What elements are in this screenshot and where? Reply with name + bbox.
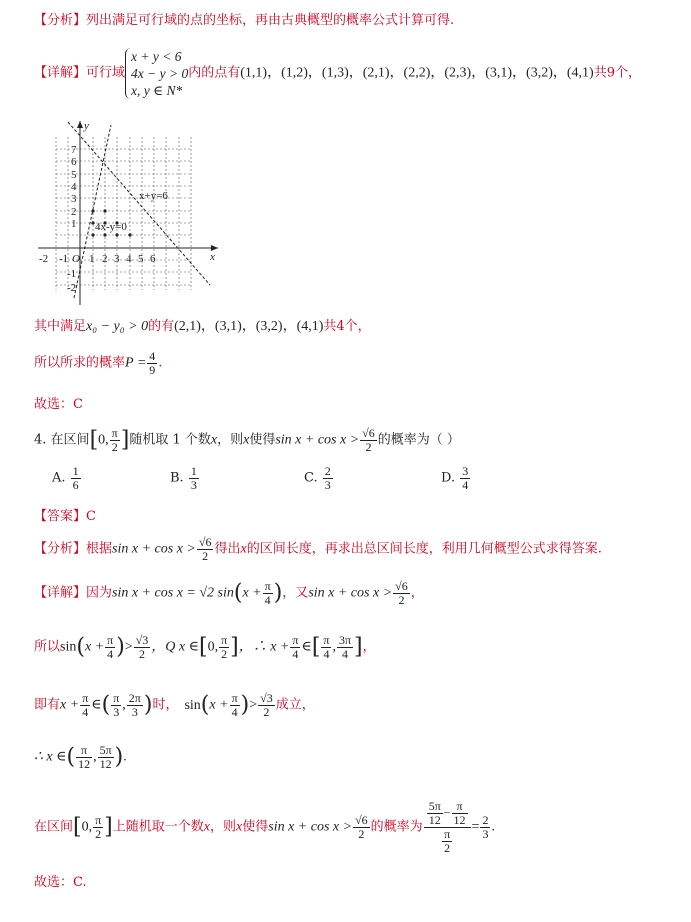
pi-over-4 <box>105 634 115 661</box>
bracket-open: [ <box>89 427 99 453</box>
interval-left <box>111 692 121 719</box>
filter-mid: 的有 <box>148 319 175 334</box>
paren-close: ) <box>240 692 250 718</box>
step1-end: ， <box>362 639 376 655</box>
x-tick: 5 <box>138 253 144 265</box>
two: 2 <box>111 440 118 454</box>
prob-num: 4 <box>149 349 156 363</box>
frac-den: 3 <box>131 705 138 719</box>
frac-num: π <box>264 579 271 593</box>
analysis2-var: x <box>240 541 247 557</box>
step-2 <box>34 692 315 719</box>
pi-over-4 <box>80 692 90 719</box>
frac-den: 4 <box>107 647 114 661</box>
frac-den: 12 <box>99 757 112 771</box>
coordinate-graph <box>30 115 225 310</box>
frac-num: √6 <box>355 813 368 827</box>
q-expr: sin x + cos x > <box>275 432 360 448</box>
option-letter: A. <box>52 470 66 486</box>
frac-num: 2π <box>128 691 141 705</box>
step1-gt: > <box>124 639 133 655</box>
frac-num: 2 <box>482 813 489 827</box>
analysis2-p1: 根据 <box>86 541 113 557</box>
step4-expr: sin x + cos x > <box>268 819 353 835</box>
frac-num: π <box>107 633 114 647</box>
frac-den: 12 <box>453 813 466 827</box>
interval-left <box>76 744 92 771</box>
x-axis-label: x <box>210 251 215 263</box>
prob-line <box>34 350 162 377</box>
step2-p3: 成立， <box>275 697 315 713</box>
frac-num: π <box>82 691 89 705</box>
interval-right <box>127 692 143 719</box>
step2-p1: 即有 <box>34 697 61 713</box>
frac-num: π <box>292 633 299 647</box>
pi-over-2 <box>93 814 103 841</box>
detail-tail: 共9个， <box>593 65 641 81</box>
bracket-close: ] <box>120 427 130 453</box>
paren-open: ( <box>76 634 85 660</box>
q-number: 4. <box>34 432 47 448</box>
frac-num: 5π <box>428 799 441 813</box>
q-text-4: 使得 <box>249 432 276 448</box>
frac-den: 4 <box>323 647 330 661</box>
step1-arg: x + <box>84 639 105 655</box>
option-letter: C. <box>304 470 318 486</box>
frac-num: √3 <box>135 633 149 647</box>
frac-den: 12 <box>78 757 91 771</box>
step4-interval: 0, <box>81 819 93 835</box>
step-3 <box>34 744 127 771</box>
analysis-text: 列出满足可行域的点的坐标，再由古典概型的概率公式计算可得. <box>86 13 455 28</box>
option-letter: D. <box>441 470 456 486</box>
y-axis-label: y <box>84 120 89 132</box>
frac-num: √6 <box>198 535 212 549</box>
step4-end: . <box>491 819 495 835</box>
x-tick: 4 <box>126 253 132 265</box>
q-text-3: ，则 <box>217 432 244 448</box>
pi-over-4 <box>290 634 300 661</box>
y-tick: -2 <box>67 282 77 294</box>
detail2-frac <box>393 580 410 607</box>
filter-lead: 其中满足 <box>34 319 87 334</box>
prob-end: . <box>158 355 163 371</box>
bracket-close: ] <box>230 634 239 660</box>
frac-den: 2 <box>221 647 228 661</box>
analysis2-p3: 的区间长度，再求出总区间长度，利用几何概型公式求得答案. <box>246 541 602 557</box>
analysis2-frac <box>197 536 214 563</box>
y-tick: 2 <box>71 206 77 218</box>
ineq-3: x, y ∈ N* <box>131 83 183 98</box>
pi-over-2 <box>219 634 229 661</box>
option-d[interactable] <box>441 465 471 492</box>
option-den: 3 <box>190 478 197 492</box>
paren-open: ( <box>200 692 210 718</box>
step3-lead: ∴ x ∈ <box>34 749 67 765</box>
frac-den: 2 <box>358 827 365 841</box>
step2-arg-2: x + <box>209 697 229 713</box>
paren-open: ( <box>66 744 76 770</box>
interval-right <box>337 634 353 661</box>
choice-1: 故选：C <box>34 397 83 412</box>
step4-p4: 使得 <box>242 819 269 835</box>
ineq-1: x + y < 6 <box>131 49 182 64</box>
comma: , <box>332 639 336 655</box>
paren-close: ) <box>116 634 125 660</box>
y-tick: 4 <box>71 181 77 193</box>
question-4 <box>34 427 460 454</box>
option-den: 4 <box>462 478 469 492</box>
y-tick: 6 <box>71 156 77 168</box>
q-var: x <box>210 432 218 448</box>
option-num: 3 <box>462 464 469 478</box>
frac-den: 3 <box>482 827 489 841</box>
frac-num: π <box>76 744 92 758</box>
frac-den: 2 <box>263 705 270 719</box>
step-1 <box>34 634 376 661</box>
option-num: 2 <box>324 464 331 478</box>
analysis-1 <box>34 12 454 30</box>
frac-num: 5π <box>99 743 112 757</box>
ineq-2: 4x − y > 0 <box>131 66 189 81</box>
detail2-p2: ，又 <box>282 585 309 601</box>
choice-2: 故选：C. <box>34 875 87 890</box>
x-tick: 6 <box>150 253 156 265</box>
frac-den: 2 <box>138 647 145 661</box>
frac-5pi-12 <box>427 800 443 827</box>
paren-open: ( <box>101 692 111 718</box>
option-letter: B. <box>170 470 184 486</box>
paren-close: ) <box>143 692 153 718</box>
y-tick: -1 <box>67 268 77 280</box>
frac-den: 4 <box>231 705 238 719</box>
detail-1 <box>34 48 641 99</box>
inequality-system <box>125 48 188 99</box>
bracket-open: [ <box>198 634 208 660</box>
prob-var: P = <box>125 355 147 371</box>
step4-var-2: x <box>236 819 243 835</box>
step2-arg: x + <box>60 697 80 713</box>
bracket-close: ] <box>354 634 363 660</box>
step1-sin: sin <box>60 639 77 655</box>
frac-num: π <box>95 813 102 827</box>
q-text-5: 的概率为（ ） <box>377 432 460 448</box>
option-b[interactable] <box>170 465 200 492</box>
step2-in: ∈ <box>91 697 102 713</box>
paren-open: ( <box>233 580 243 606</box>
x-tick: -1 <box>59 253 69 265</box>
y-tick: 5 <box>71 169 77 181</box>
prob-fraction <box>147 350 157 377</box>
frac-pi-2 <box>442 828 452 855</box>
detail2-eq: sin x + cos x = √2 sin <box>112 585 234 601</box>
pi: π <box>111 426 118 440</box>
sqrt3-over-2 <box>134 634 151 661</box>
step2-gt: > <box>249 697 258 713</box>
filter-tail: 共4个， <box>323 319 371 334</box>
frac-den: 12 <box>428 813 441 827</box>
x-tick: 1 <box>89 253 95 265</box>
x-tick: -2 <box>39 253 49 265</box>
frac-den: 4 <box>264 593 271 607</box>
frac-den: 2 <box>95 827 102 841</box>
detail2-arg: x + <box>242 585 262 601</box>
q-interval-frac <box>110 427 120 454</box>
interval-left <box>321 634 331 661</box>
step4-var: x <box>203 819 210 835</box>
frac-num: π <box>323 633 330 647</box>
q-frac <box>360 427 377 454</box>
step4-p1: 在区间 <box>34 819 74 835</box>
prob-den: 9 <box>149 363 156 377</box>
step4-p2: 上随机取一个数 <box>112 819 204 835</box>
step2-p2: 时， <box>152 697 179 713</box>
detail2-tag: 【详解】 <box>34 585 87 601</box>
frac-num: π <box>452 800 468 814</box>
bracket-open: [ <box>311 634 321 660</box>
step1-q: ，Q x ∈ <box>151 639 199 655</box>
detail-lead: 可行域 <box>86 65 126 81</box>
origin-label: O <box>72 253 80 265</box>
option-den: 6 <box>72 478 79 492</box>
frac-num: π <box>231 691 238 705</box>
detail2-p1: 因为 <box>86 585 113 601</box>
comma: , <box>93 749 97 765</box>
frac-den: 4 <box>292 647 299 661</box>
answer-line <box>34 508 96 526</box>
paren-close: ) <box>114 744 124 770</box>
line1-label: x+y=6 <box>139 190 168 202</box>
prob-lead: 所以所求的概率 <box>34 355 126 371</box>
result-fraction <box>480 814 490 841</box>
feasible-points: (1,1)，(1,2)，(1,3)，(2,1)，(2,2)，(2,3)，(3,1)，(3,2)，(4,1) <box>240 65 594 81</box>
x-tick: 2 <box>102 253 108 265</box>
step3-end: . <box>123 749 127 765</box>
answer-value: C <box>86 509 96 524</box>
option-num: 1 <box>72 464 79 478</box>
y-tick: 1 <box>71 218 77 230</box>
step2-sin: sin <box>184 697 201 713</box>
detail2-expr: sin x + cos x > <box>308 585 393 601</box>
pi-over-4 <box>230 692 240 719</box>
step4-eq: = <box>471 819 480 835</box>
interval-right <box>98 744 114 771</box>
frac-num: 3π <box>338 633 352 647</box>
analysis-2 <box>34 536 602 563</box>
frac-den: 4 <box>82 705 89 719</box>
filter-points: (2,1)，(3,1)，(3,2)，(4,1) <box>174 319 324 334</box>
frac-den: 2 <box>398 593 405 607</box>
q-frac-num: √6 <box>362 426 375 440</box>
bracket-close: ] <box>104 814 113 840</box>
filter-line <box>34 318 371 336</box>
detail-2 <box>34 580 424 607</box>
step4-p3: ，则 <box>210 819 237 835</box>
y-tick: 7 <box>71 144 77 156</box>
frac-num: √3 <box>260 691 273 705</box>
frac-num: π <box>444 827 451 841</box>
q-var-2: x <box>243 432 250 448</box>
option-a[interactable] <box>52 465 82 492</box>
frac-pi-12 <box>452 800 468 827</box>
frac-num: π <box>221 633 228 647</box>
paren-close: ) <box>273 580 283 606</box>
analysis2-p2: 得出 <box>214 541 241 557</box>
filter-cond: x₀ − y₀ > 0 <box>86 319 149 334</box>
detail2-end: ， <box>410 585 424 601</box>
analysis2-expr: sin x + cos x > <box>112 541 196 557</box>
compound-denominator <box>424 828 471 855</box>
q-text-1: 在区间 <box>50 432 90 448</box>
step1-p1: 所以 <box>34 639 61 655</box>
detail-tag: 【详解】 <box>34 65 87 81</box>
step1-therefore: ，∴ x + <box>238 639 290 655</box>
frac-den: 4 <box>342 647 349 661</box>
analysis2-tag: 【分析】 <box>34 541 87 557</box>
option-fraction <box>71 465 81 492</box>
x-tick: 3 <box>114 253 120 265</box>
step1-interval: 0, <box>207 639 219 655</box>
frac-den: 3 <box>113 705 120 719</box>
option-num: 1 <box>190 464 197 478</box>
q-interval-left: 0, <box>98 432 109 448</box>
step4-p5: 的概率为 <box>370 819 423 835</box>
option-fraction <box>460 465 470 492</box>
sqrt3-over-2 <box>258 692 275 719</box>
probability-compound-fraction <box>424 800 471 855</box>
option-den: 3 <box>324 478 331 492</box>
frac-den: 2 <box>444 841 451 855</box>
q-text-2: 随机取 1 个数 <box>129 432 211 448</box>
y-tick: 3 <box>71 193 77 205</box>
option-fraction <box>323 465 333 492</box>
frac-den: 2 <box>202 549 209 563</box>
step-4 <box>34 800 495 855</box>
option-c[interactable] <box>304 465 334 492</box>
frac-num: √6 <box>395 579 408 593</box>
step4-frac <box>353 814 370 841</box>
bracket-open: [ <box>73 814 82 840</box>
line2-label: 4x-y=0 <box>95 221 127 233</box>
frac-num: π <box>113 691 120 705</box>
pi-over-4 <box>263 580 273 607</box>
compound-numerator <box>424 800 471 828</box>
analysis-tag: 【分析】 <box>34 13 87 28</box>
q-frac-den: 2 <box>365 440 372 454</box>
minus: − <box>443 805 451 820</box>
detail-mid: 内的点有 <box>188 65 241 81</box>
option-fraction <box>189 465 199 492</box>
comma: , <box>122 697 126 713</box>
y-axis-arrow <box>77 121 83 128</box>
step1-in: ∈ <box>301 639 312 655</box>
answer-tag: 【答案】 <box>34 509 87 524</box>
